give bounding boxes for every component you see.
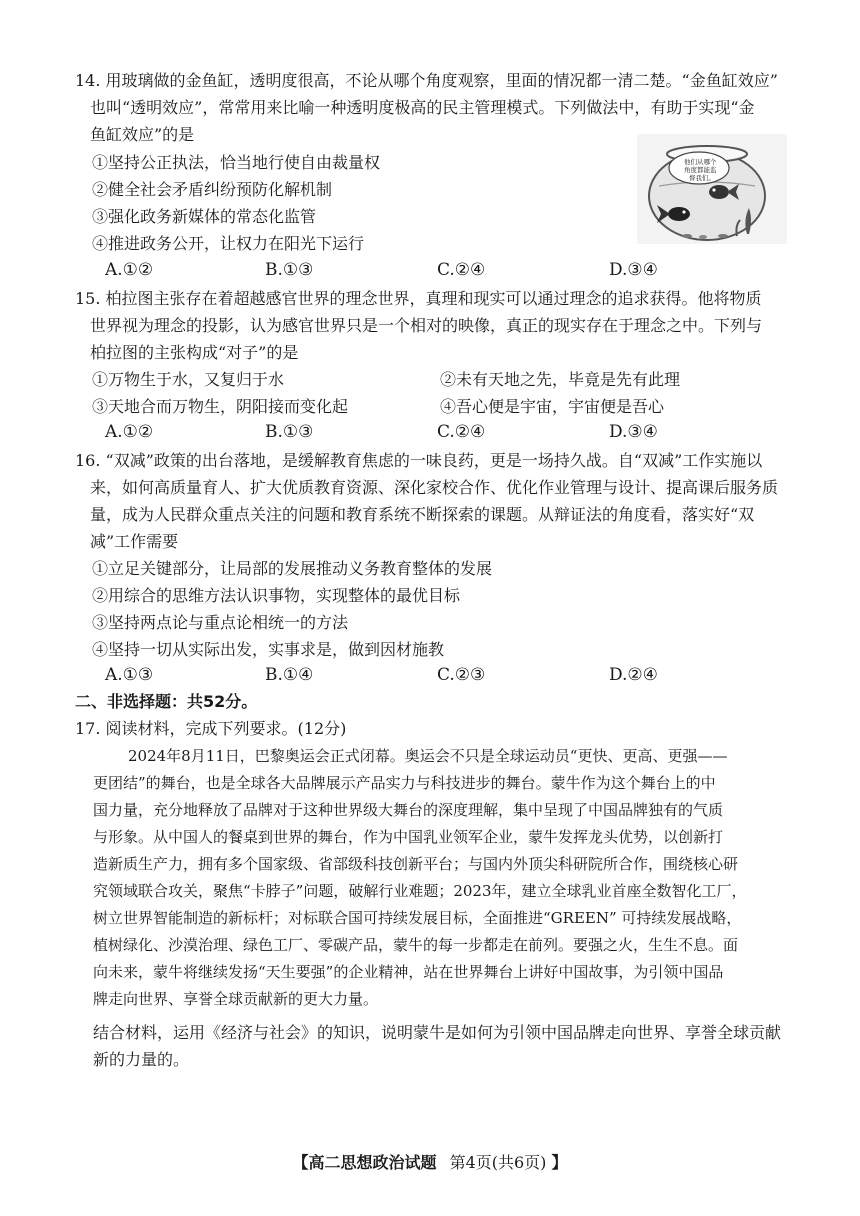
q14-option-d[interactable]: D.③④ <box>609 260 658 280</box>
q14-option-a[interactable]: A.①② <box>105 260 154 280</box>
q17-material-line-6: 究领域联合攻关，聚焦“卡脖子”问题，破解行业难题；2023年，建立全球乳业首座全数智化工厂， <box>93 882 747 900</box>
q16-item-3: ③坚持两点论与重点论相统一的方法 <box>92 613 349 632</box>
page-footer <box>0 1152 860 1174</box>
q15-option-c[interactable]: C.②④ <box>437 422 486 442</box>
q14-option-b[interactable]: B.①③ <box>265 260 314 280</box>
q17-question-line-1: 结合材料，运用《经济与社会》的知识，说明蒙牛是如何为引领中国品牌走向世界、享誉全球贡献 <box>93 1023 782 1042</box>
q17-material-line-8: 植树绿化、沙漠治理、绿色工厂、零碳产品，蒙牛的每一步都走在前列。要强之火，生生不息。面 <box>93 936 739 954</box>
goldfish-bowl-illustration <box>637 134 787 244</box>
q15-option-b[interactable]: B.①③ <box>265 422 314 442</box>
footer-title: 【高二思想政治试题 <box>292 1153 437 1172</box>
q17-question-line-2: 新的力量的。 <box>93 1050 190 1069</box>
q15-item-4: ④吾心便是宇宙，宇宙便是吾心 <box>440 397 665 416</box>
bubble-text-2: 角度都能监 <box>684 166 717 174</box>
q16-option-b[interactable]: B.①④ <box>265 665 314 685</box>
q15-option-d[interactable]: D.③④ <box>609 422 658 442</box>
q16-option-a[interactable]: A.①③ <box>105 665 154 685</box>
q16-item-4: ④坚持一切从实际出发，实事求是，做到因材施教 <box>92 640 445 659</box>
q14-item-2: ②健全社会矛盾纠纷预防化解机制 <box>92 180 333 199</box>
q16-item-2: ②用综合的思维方法认识事物，实现整体的最优目标 <box>92 586 461 605</box>
q14-stem-line-2: 也叫“透明效应”，常常用来比喻一种透明度极高的民主管理模式。下列做法中，有助于实现“金 <box>90 98 755 117</box>
q16-option-d[interactable]: D.②④ <box>609 665 658 685</box>
q16-option-c[interactable]: C.②③ <box>437 665 486 685</box>
q17-material-line-2: 更团结”的舞台，也是全球各大品牌展示产品实力与科技进步的舞台。蒙牛作为这个舞台上的中 <box>93 774 716 792</box>
q16-stem-line-3: 量，成为人民群众重点关注的问题和教育系统不断探索的课题。从辩证法的角度看，落实好“双 <box>90 505 755 524</box>
q14-item-4: ④推进政务公开，让权力在阳光下运行 <box>92 234 365 253</box>
footer-end-bracket: 】 <box>551 1153 568 1172</box>
q16-stem-line-1: 16. “双减”政策的出台落地，是缓解教育焦虑的一味良药，更是一场持久战。自“双减”工作实施以 <box>75 451 763 470</box>
q16-stem-line-2: 来，如何高质量育人、扩大优质教育资源、深化家校合作、优化作业管理与设计、提高课后服务质 <box>90 478 779 497</box>
q14-stem-line-1: 14. 用玻璃做的金鱼缸，透明度很高，不论从哪个角度观察，里面的情况都一清二楚。“金鱼缸效应” <box>75 71 778 90</box>
q15-item-2: ②未有天地之先，毕竟是先有此理 <box>440 370 681 389</box>
q14-item-1: ①坚持公正执法，恰当地行使自由裁量权 <box>92 153 381 172</box>
bubble-text-1: 他们从哪个 <box>684 158 717 166</box>
q17-material-line-9: 向未来，蒙牛将继续发扬“天生要强”的企业精神，站在世界舞台上讲好中国故事，为引领中国品 <box>93 963 724 981</box>
q15-stem-line-1: 15. 柏拉图主张存在着超越感官世界的理念世界，真理和现实可以通过理念的追求获得。他将物质 <box>75 289 762 308</box>
q17-material-line-5: 造新质生产力，拥有多个国家级、省部级科技创新平台；与国内外顶尖科研院所合作，围绕核心研 <box>93 855 739 873</box>
q17-material-line-1: 2024年8月11日，巴黎奥运会正式闭幕。奥运会不只是全球运动员“更快、更高、更强—— <box>128 747 728 765</box>
q15-stem-line-2: 世界视为理念的投影，认为感官世界只是一个相对的映像，真正的现实存在于理念之中。下列与 <box>90 316 763 335</box>
q17-material-line-4: 与形象。从中国人的餐桌到世界的舞台，作为中国乳业领军企业，蒙牛发挥龙头优势，以创新打 <box>93 828 724 846</box>
q16-item-1: ①立足关键部分，让局部的发展推动义务教育整体的发展 <box>92 559 493 578</box>
q14-item-3: ③强化政务新媒体的常态化监管 <box>92 207 317 226</box>
q17-material-line-3: 国力量，充分地释放了品牌对于这种世界级大舞台的深度理解，集中呈现了中国品牌独有的气质 <box>93 801 724 819</box>
goldfish-bowl-icon <box>637 134 787 244</box>
q17-material-line-7: 树立世界智能制造的新标杆；对标联合国可持续发展目标，全面推进“GREEN” 可持续发展战略， <box>93 909 742 927</box>
q15-item-1: ①万物生于水，又复归于水 <box>92 370 285 389</box>
q15-stem-line-3: 柏拉图的主张构成“对子”的是 <box>90 343 299 362</box>
q16-stem-line-4: 减”工作需要 <box>90 532 179 551</box>
q14-stem-line-3: 鱼缸效应”的是 <box>90 125 195 144</box>
q15-item-3: ③天地合而万物生，阴阳接而变化起 <box>92 397 349 416</box>
q15-option-a[interactable]: A.①② <box>105 422 154 442</box>
q14-option-c[interactable]: C.②④ <box>437 260 486 280</box>
section-2-heading: 二、非选择题：共52分。 <box>75 692 258 711</box>
q17-material-line-10: 牌走向世界、享誉全球贡献新的更大力量。 <box>93 990 379 1008</box>
footer-page-number: 第4页(共6页) <box>449 1153 547 1172</box>
bubble-text-3: 督我们。 <box>689 174 715 182</box>
q17-stem: 17. 阅读材料，完成下列要求。(12分) <box>75 719 347 738</box>
